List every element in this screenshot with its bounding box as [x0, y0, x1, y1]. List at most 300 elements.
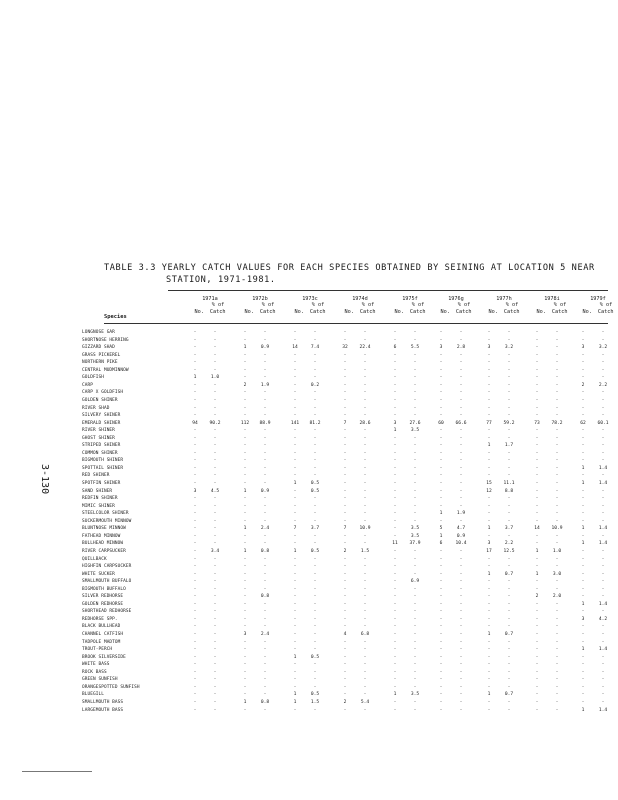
- pct-catch-cell: -: [507, 337, 511, 343]
- pct-catch-cell: -: [507, 496, 511, 502]
- count-cell: -: [535, 352, 539, 358]
- pct-catch-cell: -: [459, 367, 463, 373]
- count-cell: -: [581, 533, 585, 539]
- pct-catch-cell: -: [601, 428, 605, 434]
- year-label: 1975f: [402, 296, 418, 302]
- pct-catch-cell: -: [459, 639, 463, 645]
- pct-catch-cell: -: [507, 397, 511, 403]
- count-cell: -: [535, 375, 539, 381]
- pct-catch-cell: -: [507, 473, 511, 479]
- pct-catch-cell: -: [213, 662, 217, 668]
- pct-catch-cell: -: [459, 556, 463, 562]
- pct-catch-cell: 4.5: [210, 488, 220, 494]
- count-cell: -: [487, 428, 491, 434]
- pct-catch-cell: -: [263, 443, 267, 449]
- pct-catch-cell: -: [507, 405, 511, 411]
- count-cell: 32: [342, 345, 348, 351]
- year-label: 1973c: [302, 296, 318, 302]
- pct-catch-cell: -: [601, 556, 605, 562]
- count-cell: 1: [581, 541, 585, 547]
- pct-catch-cell: 5.5: [410, 345, 420, 351]
- count-cell: -: [393, 632, 397, 637]
- pct-catch-cell: -: [213, 639, 217, 645]
- pct-catch-cell: -: [213, 571, 217, 577]
- pct-catch-cell: -: [555, 352, 559, 358]
- pct-catch-cell: 4.2: [598, 616, 608, 622]
- pct-catch-cell: -: [601, 503, 605, 509]
- pct-catch-cell: -: [263, 654, 267, 660]
- count-cell: -: [193, 556, 197, 562]
- pct-catch-cell: -: [413, 473, 417, 479]
- pct-catch-cell: -: [555, 458, 559, 464]
- count-cell: -: [243, 428, 247, 434]
- count-cell: -: [193, 677, 197, 683]
- pct-catch-cell: -: [313, 503, 317, 509]
- pct-catch-cell: -: [313, 352, 317, 358]
- pct-catch-cell: -: [459, 662, 463, 668]
- count-cell: -: [581, 511, 585, 517]
- count-cell: -: [243, 564, 247, 570]
- pct-catch-cell: 1.9: [456, 511, 466, 517]
- pct-catch-cell: -: [413, 503, 417, 509]
- count-cell: -: [193, 518, 197, 524]
- pct-catch-cell: -: [507, 647, 511, 653]
- pct-label: % of: [411, 302, 425, 309]
- pct-catch-cell: -: [263, 413, 267, 419]
- count-cell: 1: [581, 526, 585, 532]
- count-cell: -: [343, 579, 347, 585]
- count-cell: -: [343, 511, 347, 517]
- count-cell: -: [293, 435, 297, 441]
- pct-catch-cell: -: [459, 609, 463, 615]
- count-cell: -: [487, 677, 491, 683]
- count-cell: -: [487, 556, 491, 562]
- count-cell: -: [343, 488, 347, 494]
- count-cell: -: [393, 647, 397, 653]
- pct-label: % of: [361, 302, 375, 309]
- count-cell: -: [439, 503, 443, 509]
- count-cell: 2: [535, 594, 539, 600]
- pct-catch-cell: -: [263, 669, 267, 675]
- count-cell: -: [343, 435, 347, 441]
- pct-catch-cell: -: [213, 450, 217, 456]
- pct-catch-cell: -: [363, 496, 367, 502]
- species-name: CENTRAL MUDMINNOW: [82, 367, 129, 373]
- pct-catch-cell: -: [363, 458, 367, 464]
- count-cell: -: [487, 450, 491, 456]
- no-label: No.: [536, 308, 546, 315]
- count-cell: -: [581, 677, 585, 683]
- count-cell: -: [581, 443, 585, 449]
- count-cell: 1: [535, 571, 539, 577]
- count-cell: 14: [292, 345, 298, 351]
- pct-catch-cell: -: [459, 692, 463, 698]
- pct-catch-cell: -: [507, 699, 511, 705]
- count-cell: -: [193, 579, 197, 585]
- species-name: SPOTFIN SHINER: [82, 481, 121, 486]
- pct-catch-cell: -: [459, 669, 463, 675]
- pct-catch-cell: -: [263, 684, 267, 690]
- pct-catch-cell: -: [363, 435, 367, 441]
- no-label: No.: [344, 308, 354, 315]
- pct-catch-cell: -: [507, 677, 511, 683]
- count-cell: 1: [293, 481, 297, 486]
- count-cell: -: [439, 518, 443, 524]
- count-cell: -: [487, 594, 491, 600]
- count-cell: -: [393, 390, 397, 396]
- count-cell: -: [535, 390, 539, 396]
- pct-catch-cell: -: [363, 556, 367, 562]
- pct-catch-cell: 27.6: [409, 420, 421, 426]
- pct-catch-cell: 0.5: [310, 548, 320, 554]
- species-name: BIGMOUTH SHINER: [82, 458, 124, 464]
- count-cell: -: [393, 330, 397, 335]
- count-cell: -: [535, 707, 539, 713]
- count-cell: -: [243, 662, 247, 668]
- count-cell: 112: [240, 420, 250, 426]
- pct-catch-cell: -: [459, 375, 463, 381]
- count-cell: -: [487, 465, 491, 471]
- count-cell: -: [581, 669, 585, 675]
- count-cell: -: [535, 533, 539, 539]
- count-cell: -: [535, 473, 539, 479]
- count-cell: -: [193, 669, 197, 675]
- count-cell: -: [535, 503, 539, 509]
- count-cell: -: [343, 669, 347, 675]
- catch-label: Catch: [597, 308, 614, 315]
- count-cell: -: [243, 571, 247, 577]
- count-cell: -: [293, 443, 297, 449]
- count-cell: -: [243, 330, 247, 335]
- pct-catch-cell: -: [555, 564, 559, 570]
- pct-catch-cell: -: [313, 511, 317, 517]
- count-cell: -: [487, 503, 491, 509]
- pct-catch-cell: -: [507, 654, 511, 660]
- pct-catch-cell: -: [363, 677, 367, 683]
- pct-label: % of: [457, 302, 471, 309]
- pct-catch-cell: -: [601, 662, 605, 668]
- count-cell: -: [393, 413, 397, 419]
- pct-catch-cell: -: [507, 594, 511, 600]
- species-name: SHORTNOSE HERRING: [82, 337, 129, 343]
- pct-catch-cell: -: [413, 496, 417, 502]
- count-cell: -: [581, 632, 585, 637]
- catch-label: Catch: [551, 308, 568, 315]
- pct-catch-cell: -: [213, 503, 217, 509]
- count-cell: -: [343, 382, 347, 388]
- pct-catch-cell: -: [507, 367, 511, 373]
- pct-catch-cell: -: [213, 428, 217, 434]
- catch-label: Catch: [259, 308, 276, 315]
- count-cell: -: [581, 367, 585, 373]
- count-cell: -: [581, 662, 585, 668]
- count-cell: -: [243, 435, 247, 441]
- pct-catch-cell: -: [263, 390, 267, 396]
- count-cell: -: [343, 609, 347, 615]
- count-cell: -: [487, 533, 491, 539]
- count-cell: -: [293, 616, 297, 622]
- pct-catch-cell: -: [313, 662, 317, 668]
- count-cell: 1: [487, 443, 491, 449]
- pct-catch-cell: -: [459, 579, 463, 585]
- pct-catch-cell: -: [555, 616, 559, 622]
- count-cell: 3: [439, 345, 443, 351]
- count-cell: -: [293, 458, 297, 464]
- page-number: 3-130: [39, 464, 50, 495]
- species-name: TROUT-PERCH: [82, 647, 113, 653]
- pct-catch-cell: -: [601, 654, 605, 660]
- count-cell: -: [393, 533, 397, 539]
- count-cell: -: [193, 624, 197, 630]
- count-cell: -: [393, 360, 397, 366]
- pct-catch-cell: 1.4: [598, 647, 608, 653]
- count-cell: 3: [487, 541, 491, 547]
- count-cell: -: [243, 481, 247, 486]
- count-cell: -: [487, 458, 491, 464]
- pct-catch-cell: 22.4: [359, 345, 371, 351]
- pct-catch-cell: 0.7: [504, 571, 514, 577]
- pct-catch-cell: -: [601, 337, 605, 343]
- pct-catch-cell: -: [213, 330, 217, 335]
- count-cell: 1: [293, 548, 297, 554]
- pct-catch-cell: -: [213, 405, 217, 411]
- no-label: No.: [394, 308, 404, 315]
- count-cell: -: [293, 669, 297, 675]
- pct-catch-cell: -: [555, 496, 559, 502]
- pct-catch-cell: 37.9: [409, 541, 421, 547]
- count-cell: -: [535, 662, 539, 668]
- pct-catch-cell: 3.5: [410, 692, 420, 698]
- pct-catch-cell: -: [363, 503, 367, 509]
- count-cell: -: [581, 450, 585, 456]
- pct-catch-cell: -: [555, 677, 559, 683]
- count-cell: -: [439, 647, 443, 653]
- count-cell: -: [439, 564, 443, 570]
- count-cell: -: [343, 405, 347, 411]
- pct-catch-cell: 2.0: [552, 594, 562, 600]
- pct-catch-cell: -: [413, 601, 417, 607]
- count-cell: -: [243, 654, 247, 660]
- pct-catch-cell: -: [213, 518, 217, 524]
- pct-catch-cell: -: [459, 586, 463, 592]
- pct-catch-cell: -: [213, 556, 217, 562]
- pct-catch-cell: -: [263, 624, 267, 630]
- count-cell: -: [393, 375, 397, 381]
- catch-label: Catch: [503, 308, 520, 315]
- pct-catch-cell: -: [555, 684, 559, 690]
- count-cell: -: [393, 352, 397, 358]
- count-cell: -: [243, 390, 247, 396]
- pct-catch-cell: -: [263, 330, 267, 335]
- count-cell: -: [439, 707, 443, 713]
- species-name: SPOTTAIL SHINER: [82, 465, 124, 471]
- count-cell: 1: [487, 692, 491, 698]
- pct-catch-cell: 6.9: [410, 579, 420, 585]
- pct-catch-cell: -: [507, 609, 511, 615]
- pct-catch-cell: -: [601, 397, 605, 403]
- pct-catch-cell: -: [313, 390, 317, 396]
- count-cell: -: [193, 662, 197, 668]
- pct-catch-cell: -: [263, 481, 267, 486]
- pct-catch-cell: -: [363, 413, 367, 419]
- pct-catch-cell: 1.4: [598, 526, 608, 532]
- count-cell: -: [293, 465, 297, 471]
- pct-catch-cell: -: [507, 518, 511, 524]
- pct-catch-cell: -: [601, 594, 605, 600]
- count-cell: -: [439, 692, 443, 698]
- count-cell: -: [535, 632, 539, 637]
- pct-catch-cell: -: [507, 533, 511, 539]
- pct-catch-cell: -: [413, 450, 417, 456]
- count-cell: -: [439, 465, 443, 471]
- count-cell: -: [487, 405, 491, 411]
- count-cell: -: [487, 669, 491, 675]
- pct-catch-cell: -: [263, 503, 267, 509]
- pct-catch-cell: -: [555, 330, 559, 335]
- pct-catch-cell: -: [313, 533, 317, 539]
- pct-catch-cell: -: [213, 390, 217, 396]
- species-name: GOLDEN REDHORSE: [82, 601, 124, 607]
- count-cell: -: [535, 450, 539, 456]
- pct-catch-cell: -: [313, 579, 317, 585]
- year-label: 1976g: [448, 296, 464, 302]
- pct-catch-cell: -: [313, 375, 317, 381]
- count-cell: -: [343, 624, 347, 630]
- pct-catch-cell: -: [263, 511, 267, 517]
- pct-catch-cell: -: [313, 443, 317, 449]
- pct-catch-cell: 6.8: [360, 632, 370, 637]
- count-cell: -: [293, 662, 297, 668]
- pct-catch-cell: -: [413, 352, 417, 358]
- count-cell: -: [487, 330, 491, 335]
- count-cell: -: [581, 397, 585, 403]
- count-cell: -: [193, 616, 197, 622]
- count-cell: -: [535, 609, 539, 615]
- count-cell: -: [535, 465, 539, 471]
- count-cell: -: [439, 579, 443, 585]
- pct-catch-cell: -: [213, 481, 217, 486]
- pct-catch-cell: 1.5: [360, 548, 370, 554]
- count-cell: -: [243, 405, 247, 411]
- pct-catch-cell: 1.4: [598, 601, 608, 607]
- pct-catch-cell: -: [213, 443, 217, 449]
- pct-catch-cell: -: [213, 337, 217, 343]
- pct-catch-cell: -: [313, 496, 317, 502]
- pct-catch-cell: -: [507, 669, 511, 675]
- pct-catch-cell: -: [413, 662, 417, 668]
- count-cell: -: [293, 337, 297, 343]
- count-cell: 94: [192, 420, 198, 426]
- pct-catch-cell: -: [263, 556, 267, 562]
- pct-catch-cell: -: [413, 458, 417, 464]
- pct-catch-cell: -: [459, 405, 463, 411]
- count-cell: -: [581, 390, 585, 396]
- species-name: RED SHINER: [82, 473, 110, 479]
- pct-catch-cell: 88.9: [259, 420, 271, 426]
- pct-catch-cell: 0.9: [260, 345, 270, 351]
- count-cell: -: [487, 435, 491, 441]
- count-cell: -: [193, 367, 197, 373]
- count-cell: -: [581, 330, 585, 335]
- pct-catch-cell: -: [263, 375, 267, 381]
- count-cell: -: [487, 518, 491, 524]
- pct-catch-cell: 1.0: [210, 375, 220, 381]
- count-cell: -: [243, 556, 247, 562]
- pct-catch-cell: -: [213, 345, 217, 351]
- pct-catch-cell: -: [601, 699, 605, 705]
- pct-catch-cell: -: [263, 541, 267, 547]
- count-cell: -: [393, 609, 397, 615]
- title-line-1: TABLE 3.3 YEARLY CATCH VALUES FOR EACH SPECIES OBTAINED BY SEINING AT LOCATION 5 NEAR: [104, 263, 595, 273]
- pct-catch-cell: -: [459, 360, 463, 366]
- pct-catch-cell: -: [601, 677, 605, 683]
- count-cell: -: [243, 609, 247, 615]
- count-cell: -: [343, 647, 347, 653]
- count-cell: -: [581, 586, 585, 592]
- pct-catch-cell: -: [313, 677, 317, 683]
- pct-catch-cell: -: [413, 481, 417, 486]
- count-cell: -: [487, 473, 491, 479]
- pct-catch-cell: -: [555, 586, 559, 592]
- pct-catch-cell: -: [507, 330, 511, 335]
- count-cell: 1: [439, 511, 443, 517]
- count-cell: -: [343, 564, 347, 570]
- pct-catch-cell: 7.4: [310, 345, 320, 351]
- pct-catch-cell: -: [507, 662, 511, 668]
- year-header: [390, 296, 430, 315]
- pct-catch-cell: -: [263, 616, 267, 622]
- count-cell: -: [581, 413, 585, 419]
- species-name: TADPOLE MADTOM: [82, 639, 121, 645]
- species-column-header: Species: [104, 314, 127, 320]
- pct-catch-cell: -: [363, 541, 367, 547]
- count-cell: -: [439, 382, 443, 388]
- count-cell: -: [193, 601, 197, 607]
- count-cell: -: [393, 677, 397, 683]
- pct-catch-cell: -: [459, 413, 463, 419]
- count-cell: -: [343, 481, 347, 486]
- pct-catch-cell: -: [313, 571, 317, 577]
- count-cell: -: [439, 397, 443, 403]
- pct-catch-cell: -: [363, 488, 367, 494]
- pct-catch-cell: -: [313, 458, 317, 464]
- year-label: 1978i: [544, 296, 560, 302]
- count-cell: -: [439, 601, 443, 607]
- species-name: CARP X GOLDFISH: [82, 390, 124, 396]
- pct-catch-cell: -: [555, 405, 559, 411]
- catch-label: Catch: [309, 308, 326, 315]
- count-cell: -: [535, 684, 539, 690]
- pct-catch-cell: 1.4: [598, 707, 608, 713]
- pct-catch-cell: -: [363, 360, 367, 366]
- count-cell: -: [293, 382, 297, 388]
- catch-label: Catch: [209, 308, 226, 315]
- count-cell: -: [243, 443, 247, 449]
- count-cell: -: [393, 616, 397, 622]
- count-cell: -: [439, 662, 443, 668]
- count-cell: -: [487, 564, 491, 570]
- pct-label: % of: [211, 302, 225, 309]
- year-header: [532, 296, 572, 315]
- pct-catch-cell: -: [413, 571, 417, 577]
- pct-catch-cell: -: [263, 601, 267, 607]
- pct-catch-cell: -: [413, 609, 417, 615]
- pct-catch-cell: -: [459, 518, 463, 524]
- count-cell: 1: [581, 481, 585, 486]
- pct-catch-cell: -: [313, 707, 317, 713]
- pct-catch-cell: -: [459, 450, 463, 456]
- species-name: SILVERY SHINER: [82, 413, 121, 419]
